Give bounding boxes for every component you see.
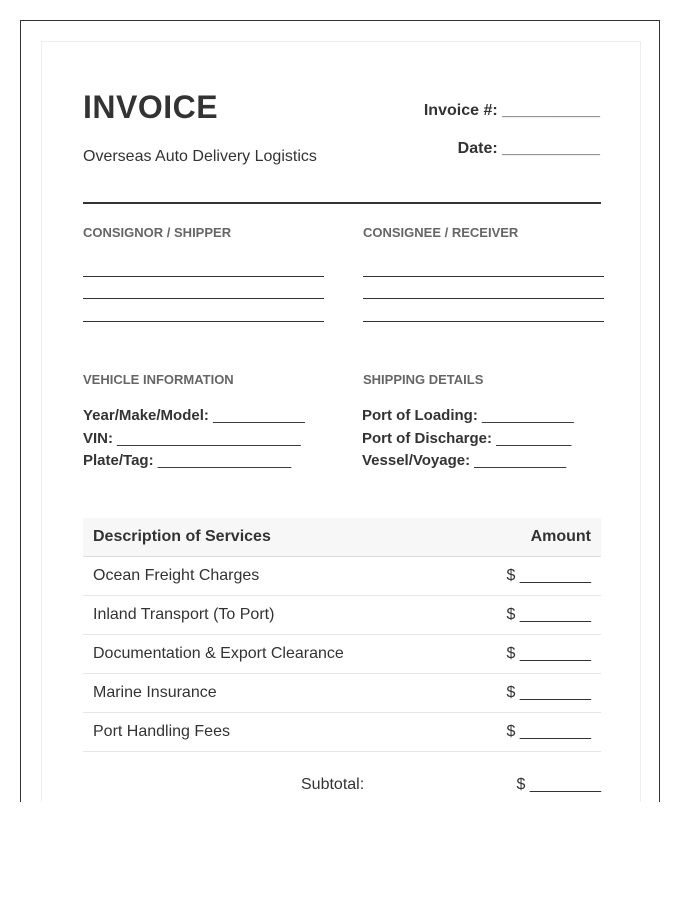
consignee-title: CONSIGNEE / RECEIVER bbox=[363, 225, 519, 240]
page-frame bbox=[20, 20, 660, 802]
field-blank: ________________ bbox=[157, 452, 292, 469]
table-row bbox=[83, 596, 601, 635]
plate-tag-field bbox=[83, 452, 291, 469]
field-label: VIN: bbox=[83, 430, 113, 447]
field-label: Port of Loading: bbox=[362, 407, 478, 424]
service-description: Ocean Freight Charges bbox=[93, 567, 260, 584]
table-row bbox=[83, 713, 601, 752]
field-label: Plate/Tag: bbox=[83, 452, 154, 469]
consignor-line bbox=[83, 298, 324, 299]
service-description: Documentation & Export Clearance bbox=[93, 645, 344, 662]
invoice-title: INVOICE bbox=[83, 89, 219, 125]
vin-field bbox=[83, 430, 301, 447]
invoice-number-field: Invoice #: ___________ bbox=[423, 102, 600, 119]
service-amount: $ ________ bbox=[506, 567, 591, 584]
service-description: Marine Insurance bbox=[93, 684, 217, 701]
field-blank: ___________ bbox=[474, 452, 567, 469]
shipping-details-title: SHIPPING DETAILS bbox=[363, 372, 484, 387]
consignor-title: CONSIGNOR / SHIPPER bbox=[83, 225, 232, 240]
date-field: Date: ___________ bbox=[457, 140, 600, 157]
field-label: Year/Make/Model: bbox=[83, 407, 209, 424]
vessel-voyage-field bbox=[362, 452, 566, 469]
consignee-line bbox=[363, 298, 604, 299]
service-description: Port Handling Fees bbox=[93, 723, 230, 740]
company-name: Overseas Auto Delivery Logistics bbox=[83, 148, 317, 165]
consignor-line bbox=[83, 276, 324, 277]
table-header-row bbox=[83, 518, 601, 557]
service-amount: $ ________ bbox=[506, 645, 591, 662]
year-make-model-field bbox=[83, 407, 305, 424]
table-row bbox=[83, 674, 601, 713]
field-blank: ___________ bbox=[213, 407, 305, 424]
port-of-loading-field bbox=[362, 407, 574, 424]
port-of-discharge-field bbox=[362, 430, 571, 447]
service-description: Inland Transport (To Port) bbox=[93, 606, 275, 623]
vehicle-info-title: VEHICLE INFORMATION bbox=[83, 372, 234, 387]
field-blank: _________ bbox=[496, 430, 572, 447]
consignor-line bbox=[83, 321, 324, 322]
table-row bbox=[83, 557, 601, 596]
service-amount: $ ________ bbox=[506, 684, 591, 701]
field-label: Port of Discharge: bbox=[362, 430, 493, 447]
invoice-document bbox=[41, 41, 641, 802]
table-row bbox=[83, 635, 601, 674]
column-header-amount: Amount bbox=[530, 528, 591, 545]
column-header-description: Description of Services bbox=[93, 528, 271, 545]
service-amount: $ ________ bbox=[506, 723, 591, 740]
subtotal-label: Subtotal: bbox=[301, 776, 365, 793]
header-divider bbox=[83, 202, 601, 204]
subtotal-value: $ ________ bbox=[516, 776, 601, 793]
service-amount: $ ________ bbox=[506, 606, 591, 623]
field-label: Vessel/Voyage: bbox=[362, 452, 471, 469]
consignee-line bbox=[363, 276, 604, 277]
field-blank: ___________ bbox=[481, 407, 574, 424]
consignee-line bbox=[363, 321, 604, 322]
services-table bbox=[83, 518, 601, 752]
field-blank: ______________________ bbox=[117, 430, 301, 447]
